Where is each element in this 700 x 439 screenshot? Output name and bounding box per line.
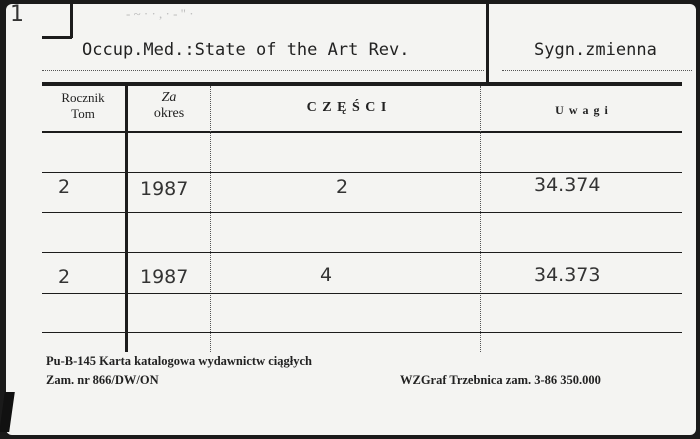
header-okres: okres	[153, 106, 185, 121]
faint-bleed-text: - ~ · · , · - " ·	[126, 6, 194, 21]
row-rule-2	[42, 212, 682, 213]
column-divider-2	[210, 86, 211, 352]
row-4-okres: 1987	[140, 266, 189, 288]
row-2-tom: 2	[58, 176, 71, 198]
column-divider-1	[125, 86, 128, 352]
form-identifier: Pu-B-145 Karta katalogowa wydawnictw ciągłych	[46, 354, 312, 368]
corner-mark: 1	[10, 4, 24, 27]
row-rule-5	[42, 332, 682, 333]
catalog-card	[6, 4, 696, 435]
row-rule-4	[42, 293, 682, 294]
header-za: Za	[161, 90, 177, 105]
header-tom: Tom	[71, 106, 95, 121]
sygn-underline	[502, 70, 692, 71]
header-za-okres	[128, 90, 210, 122]
title-bracket-vertical	[70, 4, 73, 38]
row-rule-1	[42, 172, 682, 173]
row-4-uwagi: 34.373	[534, 264, 601, 286]
header-rocznik: Rocznik	[61, 90, 105, 105]
header-uwagi: U w a g i	[555, 103, 609, 117]
header-rocznik-tom	[42, 90, 124, 122]
row-4-tom: 2	[58, 266, 71, 288]
order-number: Zam. nr 866/DW/ON	[46, 373, 159, 387]
row-rule-3	[42, 252, 682, 253]
title-underline	[42, 70, 484, 71]
header-bottom-rule	[42, 131, 682, 133]
table-top-rule	[42, 82, 682, 86]
title-bracket-horizontal	[42, 36, 72, 39]
column-divider-3	[480, 86, 481, 352]
title-divider	[486, 4, 489, 82]
signature-label: Sygn.zmienna	[534, 40, 657, 60]
row-2-czesc: 2	[336, 176, 349, 198]
printer-line: WZGraf Trzebnica zam. 3-86 350.000	[400, 373, 601, 387]
header-czesci: C Z Ę Ś C I	[306, 100, 388, 115]
periodical-title: Occup.Med.:State of the Art Rev.	[82, 40, 410, 60]
row-4-czesc: 4	[320, 264, 333, 286]
row-2-okres: 1987	[140, 178, 189, 200]
row-2-uwagi: 34.374	[534, 174, 601, 196]
